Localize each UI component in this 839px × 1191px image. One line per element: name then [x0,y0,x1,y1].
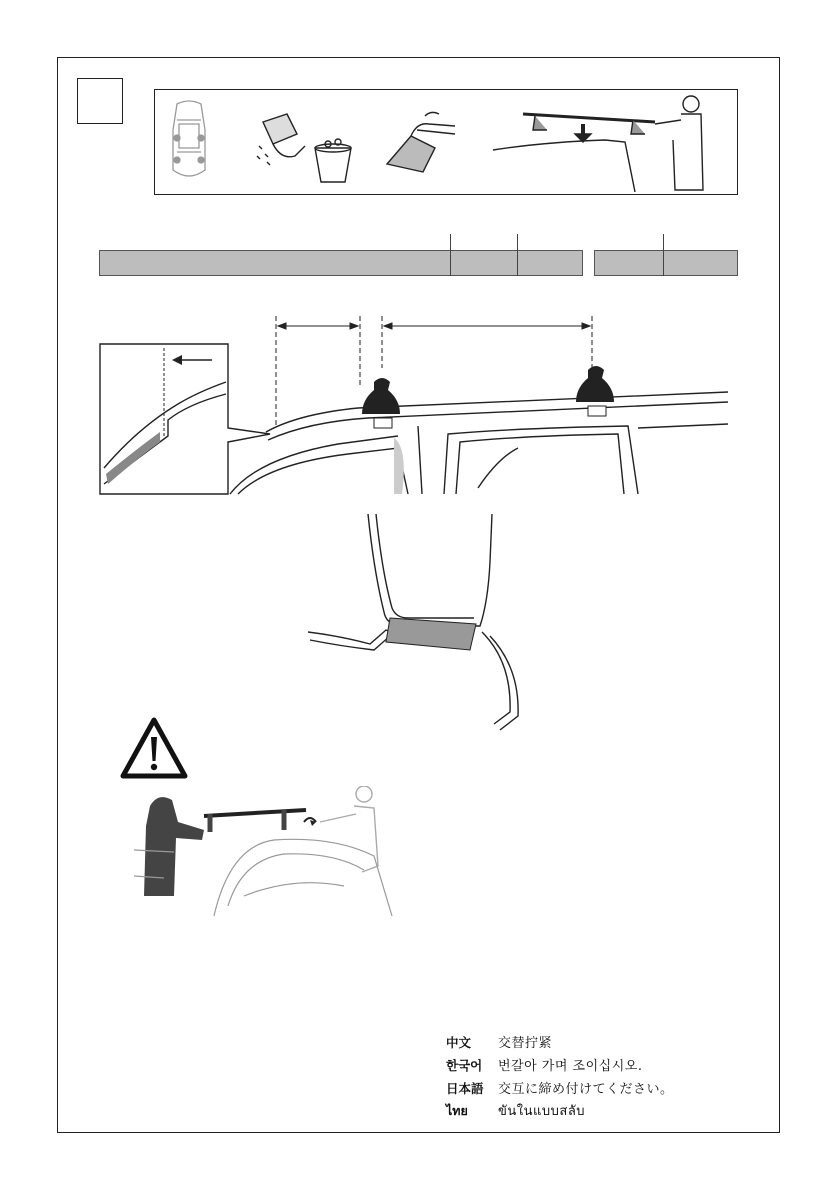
instruction-text: 交替拧紧 [498,1036,553,1051]
instruction-text: 交互に締め付けてください。 [498,1082,674,1097]
measure-divider [517,234,518,276]
language-label: ไทย [446,1102,468,1118]
instruction-text: ขันในแบบสลับ [498,1104,586,1119]
measurement-bar-right [594,250,738,276]
cleaning-sponge-bucket-icon [257,114,351,182]
detail-inset [100,344,270,494]
instruction-row [446,1030,766,1053]
rack-foot-front [362,378,400,428]
drying-cloth-icon [387,112,455,172]
step-number-box [77,78,123,124]
preparation-strip [154,89,738,195]
instruction-translations [446,1030,766,1122]
place-rack-on-roof-icon [493,96,703,192]
measure-divider [450,234,451,276]
warning-triangle-icon [120,717,188,779]
instruction-text: 번갈아 가며 조이십시오. [498,1059,643,1074]
instruction-row [446,1076,766,1099]
car-foot-points-icon [173,101,205,176]
measure-divider [663,234,664,276]
instruction-row [446,1053,766,1076]
roof-position-diagram [98,308,728,498]
instruction-row [446,1099,766,1122]
door-pillar-detail [300,512,540,734]
measurement-bar-main [99,250,583,276]
language-label: 中文 [446,1034,472,1050]
language-label: 한국어 [446,1057,483,1073]
language-label: 日本語 [446,1080,484,1096]
two-person-install-illustration [134,786,394,922]
